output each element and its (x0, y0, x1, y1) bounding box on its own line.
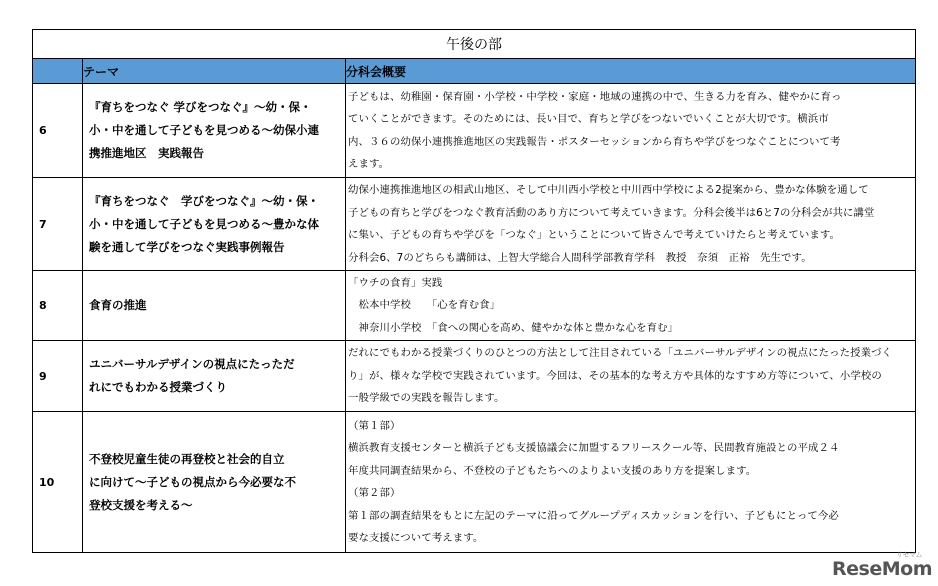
header-overview: 分科会概要 (346, 59, 916, 84)
session-theme: 『育ちをつなぐ 学びをつなぐ』～幼・保・ 小・中を通して子どもを見つめる～豊かな体 験を通して学びをつなぐ実践事例報告 (83, 178, 346, 271)
watermark-brand: ReseMom (832, 558, 932, 580)
session-number: 8 (33, 271, 83, 341)
table-row (33, 84, 916, 178)
table-title: 午後の部 (33, 30, 916, 59)
session-number: 9 (33, 341, 83, 412)
table-row (33, 412, 916, 553)
session-theme: 不登校児童生徒の再登校と社会的自立 に向けて～子どもの視点から今必要な不 登校支援を考える～ (83, 412, 346, 553)
session-number: 7 (33, 178, 83, 271)
session-number: 6 (33, 84, 83, 178)
session-overview: 「ウチの食育」実践 松本中学校 「心を育む食」 神奈川小学校 「食への関心を高め、健やかな体と豊かな心を育む」 (346, 271, 916, 341)
header-row (33, 59, 916, 84)
afternoon-session-table (32, 29, 916, 553)
session-theme: ユニバーサルデザインの視点にたっただ れにでもわかる授業づくり (83, 341, 346, 412)
header-theme: テーマ (83, 59, 346, 84)
session-overview: 幼保小連携推進地区の相武山地区、そして中川西小学校と中川西中学校による2提案から、豊かな体験を通して 子どもの育ちと学びをつなぐ教育活動のあり方について考えていきます。分科会後半は6と7の分科会が共に講堂 に集い、子どもの育ちや学びを「つなぐ」ということについて皆さんで考えていけたらと考えています。 分科会6、7のどちらも講師は、上智大学総合人間科学部教育学科 教授 奈須 正裕 先生です。 (346, 178, 916, 271)
table-row (33, 341, 916, 412)
session-theme: 食育の推進 (83, 271, 346, 341)
session-number: 10 (33, 412, 83, 553)
table-row (33, 271, 916, 341)
watermark-sub: リセマム (896, 551, 922, 559)
header-number (33, 59, 83, 84)
session-overview: 子どもは、幼稚園・保育園・小学校・中学校・家庭・地域の連携の中で、生きる力を育み、健やかに育っ ていくことができます。そのためには、長い目で、育ちと学びをつないでいくことが大切です。横浜市 内、３６の幼保小連携推進地区の実践報告・ポスターセッションから育ちや学びをつなぐことについて考 えます。 (346, 84, 916, 178)
resemom-watermark-logo (832, 551, 932, 580)
session-overview: （第１部） 横浜教育支援センターと横浜子ども支援協議会に加盟するフリースクール等、民間教育施設との平成２４ 年度共同調査結果から、不登校の子どもたちへのよりよい支援のあり方を提案します。 （第２部） 第１部の調査結果をもとに左記のテーマに沿ってグループディスカッションを行い、子どもにとって今必 要な支援について考えます。 (346, 412, 916, 553)
session-theme: 『育ちをつなぐ 学びをつなぐ』～幼・保・ 小・中を通して子どもを見つめる～幼保小連 携推進地区 実践報告 (83, 84, 346, 178)
table-row (33, 178, 916, 271)
session-overview: だれにでもわかる授業づくりのひとつの方法として注目されている「ユニバーサルデザインの視点にたった授業づく り」が、様々な学校で実践されています。今回は、その基本的な考え方や具体的なすすめ方等について、小学校の 一般学級での実践を報告します。 (346, 341, 916, 412)
